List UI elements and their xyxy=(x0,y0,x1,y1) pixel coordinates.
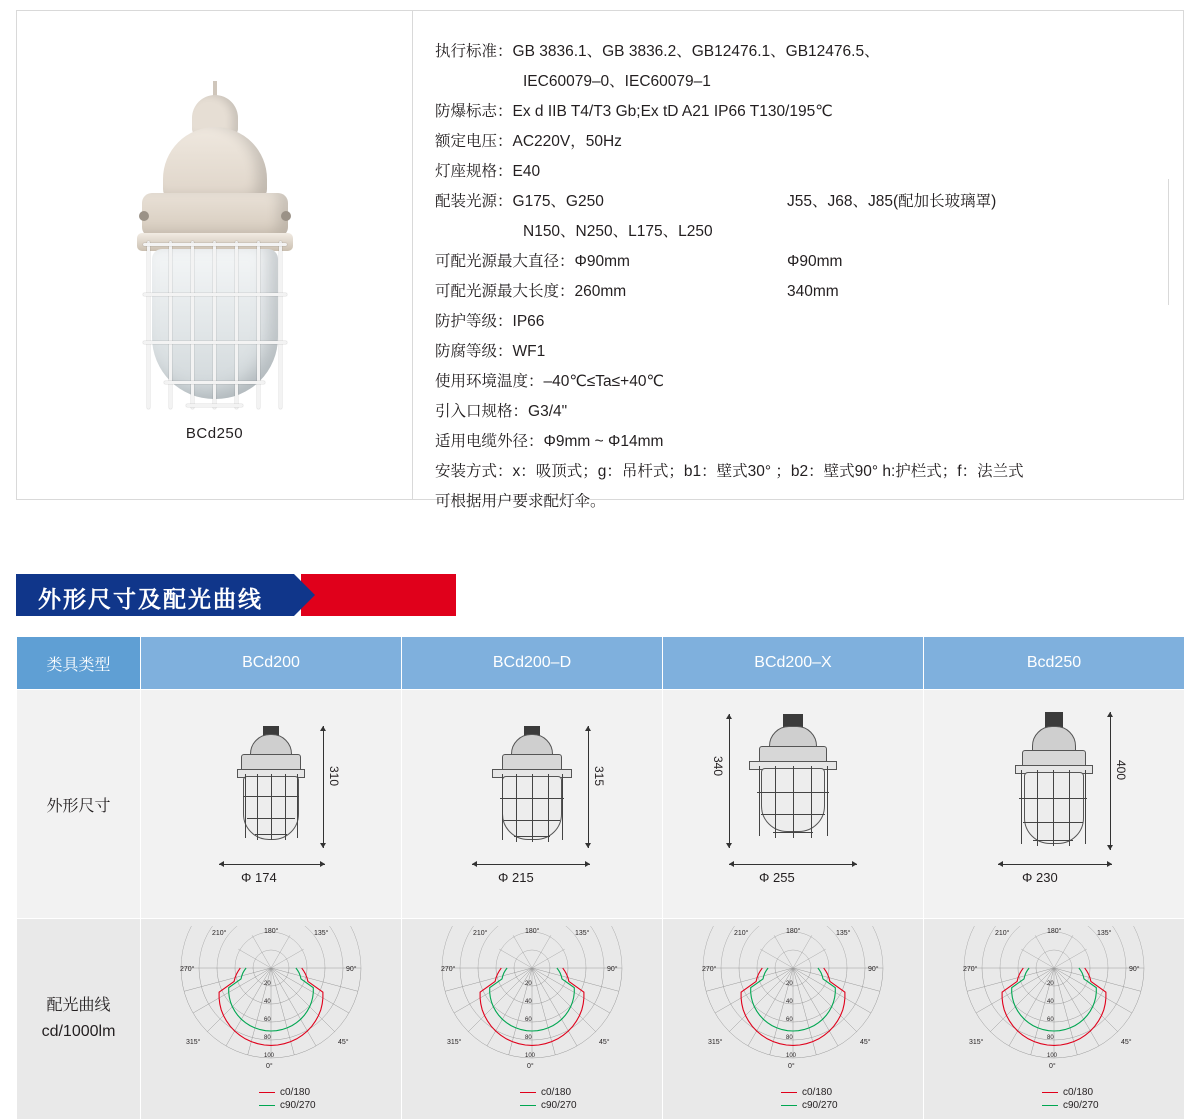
dimension-drawing xyxy=(402,704,662,904)
spec-row xyxy=(435,247,1183,277)
lamp-dome xyxy=(163,127,267,201)
row-label-dimension: 外形尺寸 xyxy=(17,690,141,919)
section-banner xyxy=(16,574,456,616)
svg-text:135°: 135° xyxy=(575,930,590,937)
legend-swatch-c0 xyxy=(781,1092,797,1093)
dimension-drawing xyxy=(141,704,401,904)
polar-svg xyxy=(178,926,364,1078)
spec-value: 可根据用户要求配灯伞。 xyxy=(435,493,606,510)
table-header-bcd250: Bcd250 xyxy=(924,637,1185,690)
svg-text:80: 80 xyxy=(525,1035,532,1041)
svg-text:90°: 90° xyxy=(346,966,357,973)
row-label-curve xyxy=(17,919,141,1120)
svg-text:210°: 210° xyxy=(212,930,227,937)
svg-text:45°: 45° xyxy=(1121,1039,1132,1046)
dimension-cell-bcd200 xyxy=(141,690,402,919)
dimension-width: Φ 215 xyxy=(498,870,534,885)
curve-cell-bcd200d xyxy=(402,919,663,1120)
spec-value-secondary: 340mm xyxy=(787,283,839,300)
spec-row xyxy=(435,337,1183,367)
svg-text:210°: 210° xyxy=(734,930,749,937)
specification-panel xyxy=(16,10,1184,510)
row-label-curve-line2: cd/1000lm xyxy=(41,1023,116,1040)
dimension-height: 310 xyxy=(327,766,341,787)
spec-value: –40℃≤Ta≤+40℃ xyxy=(543,373,664,390)
legend-label-c0: c0/180 xyxy=(802,1087,833,1098)
spec-row xyxy=(435,277,1183,307)
svg-text:180°: 180° xyxy=(525,928,540,935)
legend-label-c90: c90/270 xyxy=(280,1100,316,1111)
svg-text:210°: 210° xyxy=(995,930,1010,937)
svg-text:80: 80 xyxy=(264,1035,271,1041)
svg-text:315°: 315° xyxy=(969,1039,984,1046)
spec-row xyxy=(435,307,1183,337)
spec-value-secondary: Φ90mm xyxy=(787,253,843,270)
table-row xyxy=(17,690,1185,919)
svg-text:100: 100 xyxy=(786,1053,797,1059)
legend-label-c90: c90/270 xyxy=(1063,1100,1099,1111)
svg-text:0°: 0° xyxy=(1049,1063,1056,1070)
svg-text:45°: 45° xyxy=(860,1039,871,1046)
polar-diagram xyxy=(700,926,886,1083)
svg-text:20: 20 xyxy=(525,981,532,987)
table-header-bcd200d: BCd200–D xyxy=(402,637,663,690)
spec-label: 防爆标志： xyxy=(435,103,513,120)
dimension-width: Φ 174 xyxy=(241,870,277,885)
svg-text:135°: 135° xyxy=(314,930,329,937)
polar-svg xyxy=(700,926,886,1078)
svg-text:45°: 45° xyxy=(599,1039,610,1046)
spec-row xyxy=(435,457,1183,487)
photometric-curve xyxy=(402,924,662,1114)
table-header-bcd200: BCd200 xyxy=(141,637,402,690)
spec-row xyxy=(435,37,1183,67)
spec-value: G3/4" xyxy=(528,403,568,420)
spec-label: 灯座规格： xyxy=(435,163,513,180)
spec-label: 可配光源最大直径： xyxy=(435,253,575,270)
svg-text:0°: 0° xyxy=(527,1063,534,1070)
lamp-illustration xyxy=(125,81,305,411)
polar-svg xyxy=(961,926,1147,1078)
dimension-height: 400 xyxy=(1114,760,1128,781)
polar-diagram xyxy=(439,926,625,1083)
dimension-width: Φ 230 xyxy=(1022,870,1058,885)
svg-text:135°: 135° xyxy=(1097,930,1112,937)
spec-label: 引入口规格： xyxy=(435,403,529,420)
photometric-curve xyxy=(141,924,401,1114)
spec-value: N150、N250、L175、L250 xyxy=(523,223,713,240)
spec-row xyxy=(435,217,1183,247)
dimension-drawing xyxy=(663,704,923,904)
dimension-height: 340 xyxy=(711,756,725,777)
spec-row xyxy=(435,397,1183,427)
table-header-bcd200x: BCd200–X xyxy=(663,637,924,690)
dimension-curve-table xyxy=(16,636,1185,1120)
svg-text:90°: 90° xyxy=(1129,966,1140,973)
spec-label: 安装方式： xyxy=(435,463,513,480)
section-title: 外形尺寸及配光曲线 xyxy=(38,586,263,612)
svg-text:40: 40 xyxy=(525,999,532,1005)
legend-label-c90: c90/270 xyxy=(802,1100,838,1111)
svg-text:315°: 315° xyxy=(447,1039,462,1046)
spec-label: 防腐等级： xyxy=(435,343,513,360)
polar-diagram xyxy=(961,926,1147,1083)
svg-text:210°: 210° xyxy=(473,930,488,937)
svg-text:60: 60 xyxy=(525,1017,532,1023)
svg-text:20: 20 xyxy=(1047,981,1054,987)
svg-text:90°: 90° xyxy=(868,966,879,973)
spec-label: 执行标准： xyxy=(435,43,513,60)
svg-text:0°: 0° xyxy=(266,1063,273,1070)
row-label-curve-line1: 配光曲线 xyxy=(46,997,111,1014)
legend-label-c0: c0/180 xyxy=(280,1087,311,1098)
dimension-cell-bcd200x xyxy=(663,690,924,919)
table-header-row xyxy=(17,637,1185,690)
curve-cell-bcd250 xyxy=(924,919,1185,1120)
curve-legend xyxy=(259,1086,316,1112)
spec-row xyxy=(435,127,1183,157)
lamp-protective-cage xyxy=(143,241,287,409)
spec-label: 可配光源最大长度： xyxy=(435,283,575,300)
spec-value: WF1 xyxy=(512,343,546,360)
product-image-cell xyxy=(17,11,413,499)
svg-text:180°: 180° xyxy=(1047,928,1062,935)
svg-text:270°: 270° xyxy=(702,966,717,973)
lamp-bolt xyxy=(139,211,149,221)
spec-value: IP66 xyxy=(512,313,545,330)
banner-red-block xyxy=(301,574,456,616)
svg-text:100: 100 xyxy=(1047,1053,1058,1059)
legend-label-c0: c0/180 xyxy=(1063,1087,1094,1098)
legend-label-c0: c0/180 xyxy=(541,1087,572,1098)
spec-value: IEC60079–0、IEC60079–1 xyxy=(523,73,711,90)
table-row xyxy=(17,919,1185,1120)
spec-label: 适用电缆外径： xyxy=(435,433,544,450)
spec-value: E40 xyxy=(512,163,541,180)
svg-text:135°: 135° xyxy=(836,930,851,937)
svg-text:180°: 180° xyxy=(264,928,279,935)
dimension-width: Φ 255 xyxy=(759,870,795,885)
spec-value: AC220V，50Hz xyxy=(512,133,622,150)
spec-row xyxy=(435,97,1183,127)
svg-text:90°: 90° xyxy=(607,966,618,973)
legend-swatch-c0 xyxy=(520,1092,536,1093)
photometric-curve xyxy=(924,924,1184,1114)
svg-text:80: 80 xyxy=(786,1035,793,1041)
svg-text:315°: 315° xyxy=(708,1039,723,1046)
spec-row xyxy=(435,487,1183,517)
svg-text:100: 100 xyxy=(264,1053,275,1059)
svg-text:20: 20 xyxy=(786,981,793,987)
spec-value: G175、G250 xyxy=(512,193,604,210)
polar-svg xyxy=(439,926,625,1078)
svg-text:40: 40 xyxy=(264,999,271,1005)
curve-cell-bcd200x xyxy=(663,919,924,1120)
lamp-illustration-wrap xyxy=(17,81,412,442)
svg-text:315°: 315° xyxy=(186,1039,201,1046)
spec-value-secondary: J55、J68、J85(配加长玻璃罩) xyxy=(787,193,997,210)
spec-label: 配装光源： xyxy=(435,193,513,210)
svg-text:20: 20 xyxy=(264,981,271,987)
spec-label: 额定电压： xyxy=(435,133,513,150)
svg-text:40: 40 xyxy=(1047,999,1054,1005)
polar-diagram xyxy=(178,926,364,1083)
curve-legend xyxy=(781,1086,838,1112)
dimension-height: 315 xyxy=(592,766,606,787)
photometric-curve xyxy=(663,924,923,1114)
dimension-cell-bcd250 xyxy=(924,690,1185,919)
dimension-drawing xyxy=(924,704,1184,904)
curve-cell-bcd200 xyxy=(141,919,402,1120)
spec-label: 使用环境温度： xyxy=(435,373,544,390)
svg-text:0°: 0° xyxy=(788,1063,795,1070)
product-caption: BCd250 xyxy=(185,425,244,442)
spec-row xyxy=(435,157,1183,187)
svg-text:270°: 270° xyxy=(441,966,456,973)
spec-row xyxy=(435,67,1183,97)
spec-value: Ex d IIB T4/T3 Gb;Ex tD A21 IP66 T130/195℃ xyxy=(512,103,833,120)
specification-text-cell xyxy=(413,11,1183,510)
dimension-cell-bcd200d xyxy=(402,690,663,919)
curve-legend xyxy=(520,1086,577,1112)
svg-text:45°: 45° xyxy=(338,1039,349,1046)
spec-value: x：吸顶式；g：吊杆式；b1：壁式30° ；b2：壁式90° h:护栏式；f：法兰式 xyxy=(512,463,1024,480)
spec-value: GB 3836.1、GB 3836.2、GB12476.1、GB12476.5、 xyxy=(512,43,880,60)
spec-value: 260mm xyxy=(574,283,627,300)
spec-row xyxy=(435,427,1183,457)
table-header-type: 类具类型 xyxy=(17,637,141,690)
svg-text:60: 60 xyxy=(786,1017,793,1023)
lamp-bolt xyxy=(281,211,291,221)
lamp-body xyxy=(142,193,288,237)
curve-legend xyxy=(1042,1086,1099,1112)
svg-text:270°: 270° xyxy=(963,966,978,973)
svg-text:40: 40 xyxy=(786,999,793,1005)
spec-value: Φ90mm xyxy=(574,253,630,270)
spec-row xyxy=(435,187,1183,217)
svg-text:180°: 180° xyxy=(786,928,801,935)
svg-text:100: 100 xyxy=(525,1053,536,1059)
legend-swatch-c0 xyxy=(1042,1092,1058,1093)
legend-swatch-c0 xyxy=(259,1092,275,1093)
spec-label: 防护等级： xyxy=(435,313,513,330)
svg-text:60: 60 xyxy=(1047,1017,1054,1023)
svg-text:60: 60 xyxy=(264,1017,271,1023)
legend-label-c90: c90/270 xyxy=(541,1100,577,1111)
svg-text:270°: 270° xyxy=(180,966,195,973)
spec-value: Φ9mm ~ Φ14mm xyxy=(543,433,664,450)
svg-text:80: 80 xyxy=(1047,1035,1054,1041)
spec-row xyxy=(435,367,1183,397)
